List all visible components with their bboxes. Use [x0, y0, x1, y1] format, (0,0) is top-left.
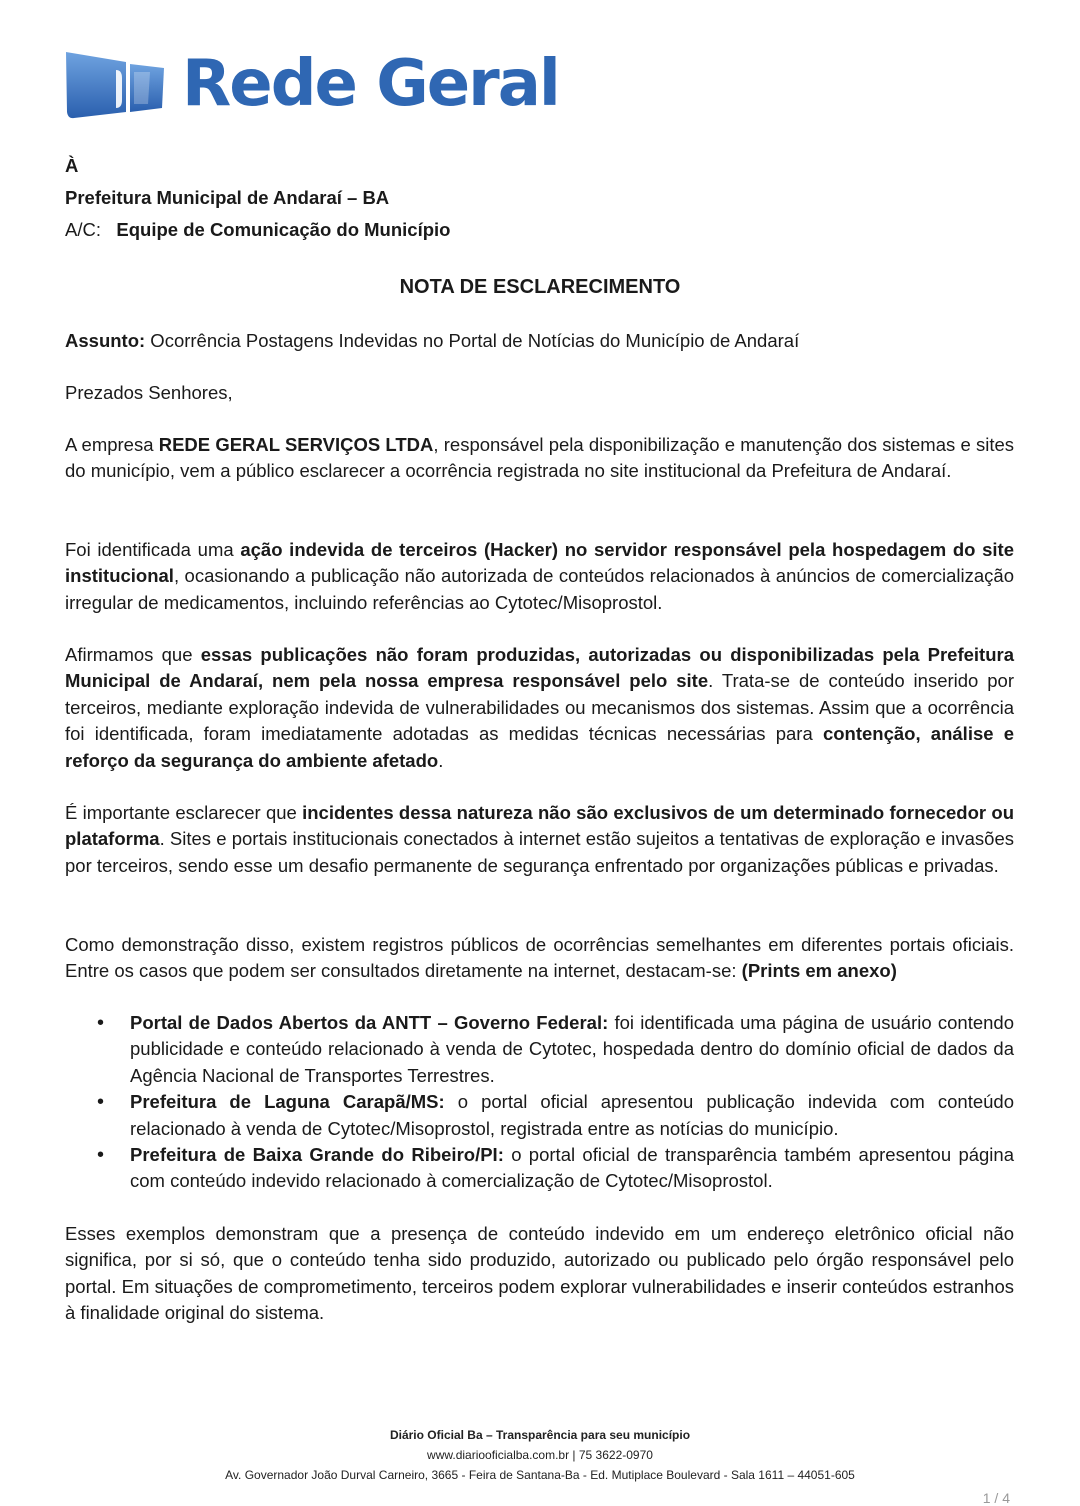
p4-text-c: . Sites e portais institucionais conectados à internet estão sujeitos a tentativas de exploração e invasões por terceiros, sendo esse um desafio permanente de segurança enfrentado por organizações públicas e privadas.	[65, 828, 1014, 876]
p3-emphasis-2: contenção, análise e reforço da segurança do ambiente afetado	[65, 723, 1015, 771]
list-item-text: o portal oficial apresentou publicação indevida com conteúdo relacionado à venda de Cytotec/Misoprostol, registrada entre as notícias do município.	[130, 1091, 1015, 1139]
list-item	[65, 1089, 1014, 1142]
list-item-text: foi identificada uma página de usuário contendo publicidade e conteúdo relacionado à venda de Cytotec, hospedada dentro do domínio oficial de dados da Agência Nacional de Transportes Terrestres.	[130, 1012, 1015, 1086]
page-footer	[0, 1425, 1080, 1485]
footer-line-2: www.diariooficialba.com.br | 75 3622-0970	[427, 1448, 653, 1462]
attention-line	[65, 214, 450, 246]
list-item-title: Prefeitura de Laguna Carapã/MS:	[130, 1091, 445, 1113]
p5-emphasis: (Prints em anexo)	[741, 960, 897, 982]
p2-text-a: Foi identificada uma	[65, 539, 241, 560]
p4-emphasis: incidentes dessa natureza não são exclusivos de um determinado fornecedor ou plataforma	[65, 802, 1014, 850]
footer-line-1: Diário Oficial Ba – Transparência para seu município	[389, 1428, 691, 1442]
paragraph-5	[65, 932, 1014, 985]
recipient-line-1: À	[65, 155, 79, 176]
list-item-title: Portal de Dados Abertos da ANTT – Governo Federal:	[130, 1012, 609, 1033]
p3-text-c: . Trata-se de conteúdo inserido por terceiros, mediante exploração indevida de vulnerabilidades ou mecanismos dos sistemas. Assim que a ocorrência foi identificada, foram imediatamente adotadas as medidas técnicas necessárias para	[65, 670, 1014, 745]
attention-value: Equipe de Comunicação do Município	[116, 219, 451, 240]
examples-list	[65, 1010, 1014, 1195]
p2-emphasis: ação indevida de terceiros (Hacker) no servidor responsável pela hospedagem do site institucional	[65, 539, 1014, 587]
p3-text-e: .	[438, 749, 444, 771]
paragraph-6: Esses exemplos demonstram que a presença de conteúdo indevido em um endereço eletrônico oficial não significa, por si só, que o conteúdo tenha sido produzido, autorizado ou publicado pelo órgão responsável pelo portal. Em situações de comprometimento, terceiros podem explorar vulnerabilidades e inserir conteúdos estranhos à finalidade original do sistema.	[65, 1223, 1014, 1324]
paragraph-1	[65, 432, 1014, 485]
subject-line	[65, 328, 1014, 354]
p1-text-a: A empresa	[65, 434, 159, 455]
recipient-block	[65, 150, 450, 246]
paragraph-3	[65, 642, 1014, 774]
list-item	[65, 1010, 1014, 1089]
p3-text-a: Afirmamos que	[65, 644, 201, 665]
paragraph-4	[65, 800, 1014, 879]
p1-company-name: REDE GERAL SERVIÇOS LTDA	[158, 434, 434, 455]
list-item	[65, 1142, 1014, 1195]
rede-geral-logo-icon	[64, 48, 168, 120]
document-title: NOTA DE ESCLARECIMENTO	[399, 276, 681, 298]
list-item-title: Prefeitura de Baixa Grande do Ribeiro/PI:	[130, 1144, 504, 1166]
p2-text-c: , ocasionando a publicação não autorizada de conteúdos relacionados à anúncios de comercialização irregular de medicamentos, incluindo referências ao Cytotec/Misoprostol.	[65, 565, 1014, 613]
p3-emphasis-1: essas publicações não foram produzidas, autorizadas ou disponibilizadas pela Prefeitura Municipal de Andaraí, nem pela nossa empresa responsável pelo site	[65, 644, 1014, 692]
attention-label: A/C:	[65, 219, 101, 240]
footer-line-3: Av. Governador João Durval Carneiro, 3665 - Feira de Santana-Ba - Ed. Mutiplace Boulevard - Sala 1611 – 44051-605	[225, 1468, 855, 1482]
logo-text: Rede Geral	[182, 47, 559, 121]
p4-text-a: É importante esclarecer que	[65, 802, 303, 823]
greeting: Prezados Senhores,	[65, 382, 233, 403]
paragraph-2	[65, 537, 1014, 616]
subject-text: Ocorrência Postagens Indevidas no Portal de Notícias do Município de Andaraí	[145, 330, 800, 351]
rede-geral-logo	[64, 46, 559, 122]
p1-text-c: , responsável pela disponibilização e manutenção dos sistemas e sites do município, vem a público esclarecer a ocorrência registrada no site institucional da Prefeitura de Andaraí.	[65, 434, 1014, 482]
p5-text-a: Como demonstração disso, existem registros públicos de ocorrências semelhantes em diferentes portais oficiais. Entre os casos que podem ser consultados diretamente na internet, destacam-se:	[65, 934, 1014, 982]
recipient-line-2: Prefeitura Municipal de Andaraí – BA	[65, 187, 390, 208]
page-number: 1 / 4	[982, 1490, 1010, 1506]
list-item-text: o portal oficial de transparência também apresentou página com conteúdo indevido relacionado à comercialização de Cytotec/Misoprostol.	[130, 1144, 1014, 1192]
subject-label: Assunto:	[65, 330, 146, 351]
